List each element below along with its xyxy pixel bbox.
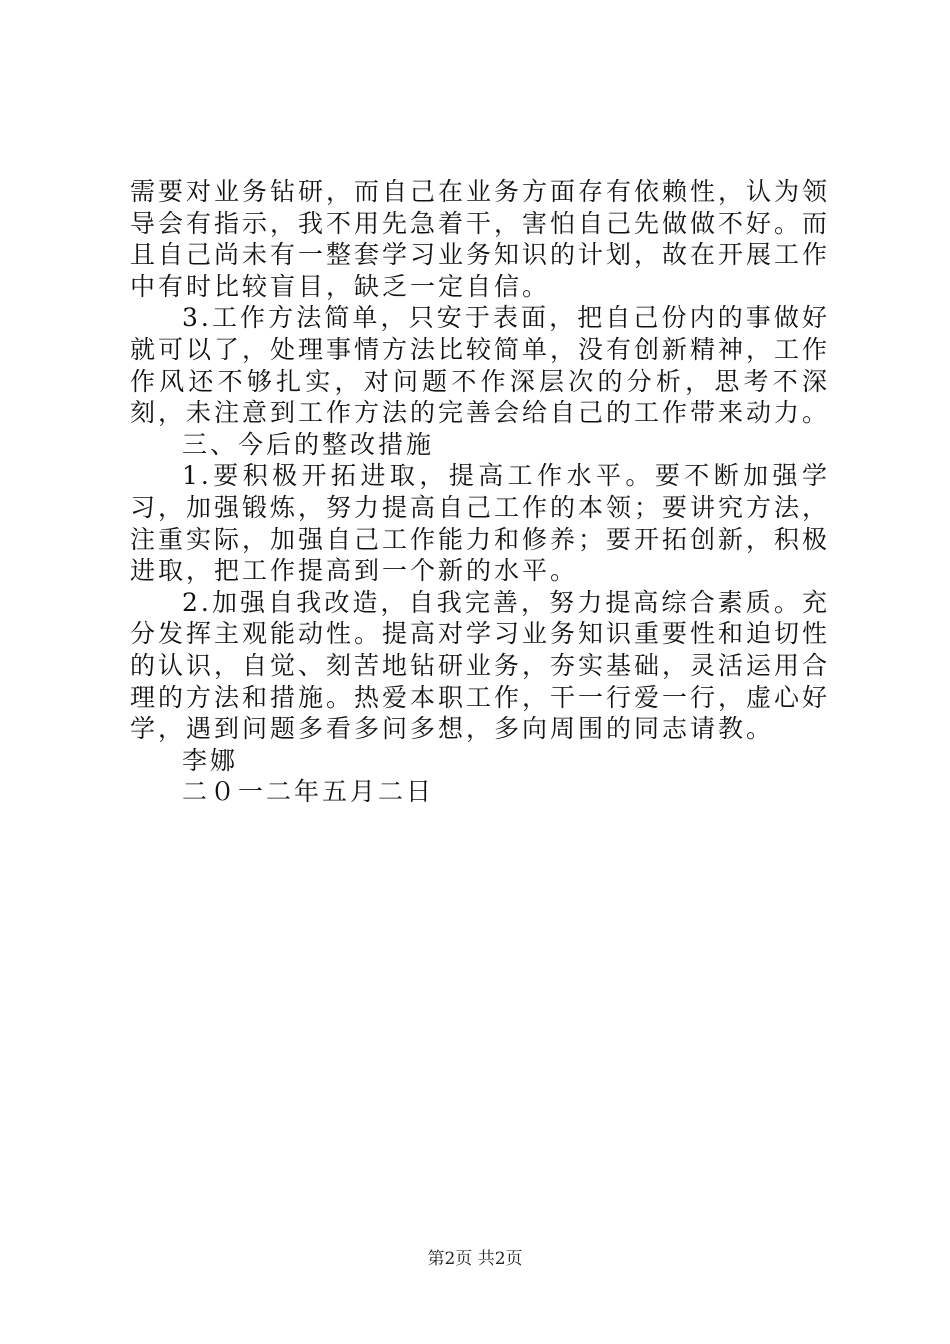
paragraph-item-1: 1.要积极开拓进取，提高工作水平。要不断加强学习，加强锻炼，努力提高自己工作的本领；要讲究方法，注重实际，加强自己工作能力和修养；要开拓创新，积极进取，把工作提高到一个新的水平。 (130, 461, 831, 586)
paragraph-item-3: 3.工作方法简单，只安于表面，把自己份内的事做好就可以了，处理事情方法比较简单，没有创新精神，工作作风还不够扎实，对问题不作深层次的分析，思考不深刻，未注意到工作方法的完善会给自己的工作带来动力。 (130, 303, 831, 428)
signature-date: 二０一二年五月二日 (182, 777, 435, 807)
signature-name: 李娜 (182, 745, 239, 775)
paragraph-item-2: 2.加强自我改造，自我完善，努力提高综合素质。充分发挥主观能动性。提高对学习业务知识重要性和迫切性的认识，自觉、刻苦地钻研业务，夯实基础，灵活运用合理的方法和措施。热爱本职工作，干一行爱一行，虚心好学，遇到问题多看多问多想，多向周围的同志请教。 (130, 587, 831, 744)
page-footer: 第2页 共2页 (427, 1249, 523, 1269)
section-heading: 三、今后的整改措施 (182, 429, 435, 459)
paragraph-continuation: 需要对业务钻研，而自己在业务方面存有依赖性，认为领导会有指示，我不用先急着干，害怕自己先做做不好。而且自己尚未有一整套学习业务知识的计划，故在开展工作中有时比较盲目，缺乏一定自信。 (130, 177, 831, 301)
document-body (130, 176, 830, 808)
